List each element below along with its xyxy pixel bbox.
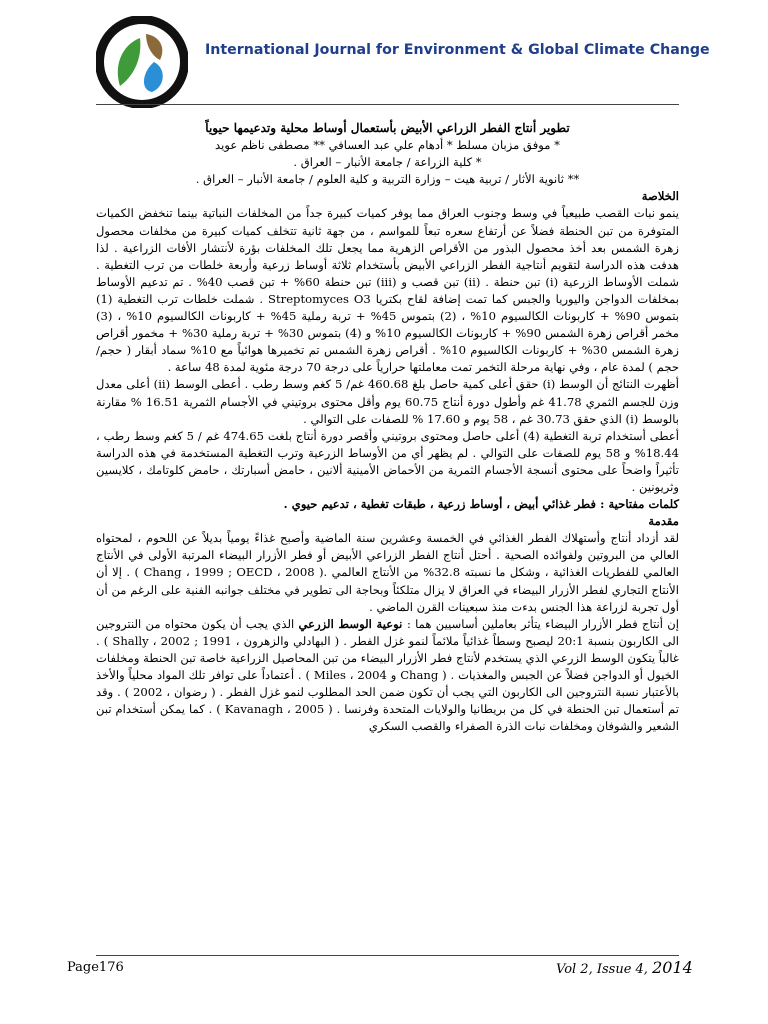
issue-volume: Vol 2, Issue 4, xyxy=(556,962,648,977)
page-header xyxy=(0,0,768,110)
intro-p2-rest: الذي يجب أن يكون محتواه من النتروجين الى الكاربون بنسبة 20:1 ليصبح وسطاً غذائياً ملائماً لنمو غزل الفطر . ( البهادلي والزهرون ، 1991 ; Shally ، 2002 ) . غالباً يتكون الوسط الزرعي الذي يستخدم لأنتاج فطر الأزرار البيضاء من تبن المحاصيل الزراعية خاصة تبن الحنطة ومخلفات الخيول أو الدواجن فضلاً عن الجبس والمغذيات . ( Chang و Miles ، 2004 ) . أعتماداً على توافر تلك المواد محلياً والأخذ بالأعتبار نسبة النتروجين الى الكاربون التي يجب أن تكون ضمن الحد المطلوب لنمو غزل الفطر . ( رضوان ، 2002 ) . وقد تم أستعمال تبن الحنطة في كل من بريطانيا والولايات المتحدة وفرنسا . ( Kavanagh ، 2005 ) . كما يمكن أستخدام تبن الشعير والشوفان ومخلفات نبات الذرة الصفراء والقصب السكري xyxy=(96,616,679,734)
paper-title: تطوير أنتاج الفطر الزراعي الأبيض بأستعمال أوساط محلية وتدعيمها حيوياً xyxy=(205,121,570,135)
intro-p2-bold: نوعية الوسط الزرعي xyxy=(298,616,407,631)
affiliation-2: ** ثانوية الأثار / تربية هيت – وزارة التربية و كلية العلوم / جامعة الأنبار – العراق . xyxy=(195,172,580,187)
journal-title: International Journal for Environment & Global Climate Change xyxy=(205,42,710,58)
abstract-paragraph-2: أظهرت النتائج أن الوسط (i) حقق أعلى كمية حاصل بلغ 460.68 غم/ 5 كغم وسط رطب . أعطى الوسط (ii) أعلى معدل وزن للجسم الثمري 41.78 غم وأطول دورة أنتاج 60.75 يوم وأقل محتوى بروتيني في الأجسام الثمرية 16.51 % مقارنة بالوسط (i) الذي حقق 30.73 غم ، 58 يوم و 17.60 % للصفات على التوالي . xyxy=(96,377,679,426)
page-content xyxy=(96,120,679,735)
issue-info xyxy=(556,958,693,977)
affiliation-1: * كلية الزراعة / جامعة الأنبار – العراق . xyxy=(293,155,482,170)
author-list: * موفق مزبان مسلط * أدهام علي عبد العساﻓﻲ ** مصطفى ناظم عويد xyxy=(215,138,560,153)
intro-paragraph-2 xyxy=(96,616,679,736)
abstract-heading: الخلاصة xyxy=(641,189,679,204)
keywords: كلمات مفتاحية : فطر غذائي أبيض ، أوساط زرعية ، طبقات تغطية ، تدعيم حيوي . xyxy=(283,497,679,512)
header-divider xyxy=(96,104,679,105)
intro-p2-prefix: إن أنتاج فطر الأزرار البيضاء يتأثر بعاملين أساسيين هما : xyxy=(406,616,679,631)
page-number: Page176 xyxy=(67,960,124,975)
footer-divider xyxy=(96,955,679,956)
abstract-paragraph-3: أعطى أستخدام تربة التغطية (4) أعلى حاصل ومحتوى بروتيني وأقصر دورة أنتاج بلغت 474.65 غم / 5 كغم وسط رطب ، 18.44% و 58 يوم للصفات على التوالي . لم يظهر أي من الأوساط الزرعية وترب التغطية المستخدمة في هذه الدراسة تأثيراً واضحاً على محتوى أنسجة الأجسام الثمرية من الأحماض الأمينية ألانين ، حامض أسبارتك ، حامض كلوتامك ، كلايسين وثريونين . xyxy=(96,428,680,494)
issue-year: 2014 xyxy=(652,958,693,977)
journal-logo-icon xyxy=(96,16,188,108)
introduction-heading: مقدمة xyxy=(648,514,679,529)
abstract-paragraph-1: ينمو نبات القصب طبيعياً في وسط وجنوب العراق مما يوفر كميات كبيرة جداً من المخلفات النباتية بينما تنخفض الكميات المتوفرة من تبن الحنطة فضلاً عن أرتفاع سعره تبعاً للمواسم ، من جهة ثانية تتخلف كميات كبيرة من مخلفات محصول زهرة الشمس بعد أخذ محصول البذور من الأقراص الزهرية مما يجعل تلك المخلفات بؤرة لأنتشار الأفات الزراعية . لذا هدفت هذه الدراسة لتقويم أنتاجية الفطر الزراعي الأبيض بأستخدام ثلاثة أوساط زرعية وأربعة خلطات من ترب التغطية . شملت الأوساط الزرعية (i) تبن حنطة . (ii) تبن قصب و (iii) تبن حنطة 60% + تبن قصب 40% . تم تدعيم الأوساط بمخلفات الدواجن واليوريا والجبس كما تمت إضافة لقاح بكتريا Streptomyces O3 . شملت خلطات ترب التغطية (1) بتموس 90% + كاربونات الكالسيوم 10% ، (2) بتموس 45% + تربة رملية 45% + كاربونات الكالسيوم 10% ، (3) مخمر أقراص زهرة الشمس 90% + كاربونات الكالسيوم 10% و (4) بتموس 30% + تربة رملية 30% + مخمور أقراص زهرة الشمس 30% + كاربونات الكالسيوم 10% . أقراص زهرة الشمس تم تخميرها هوائياً مع 10% سماد أبقار ( حجم/ حجم ) لمدة عام ، وفي نهاية مرحلة التخمر تمت معاملتها حرارياً على درجة 70 درجة مئوية لمدة 48 ساعة . xyxy=(96,206,680,375)
intro-paragraph-1: لقد أزداد أنتاج وأستهلاك الفطر الغذائي في الخمسة وعشرين سنة الماضية وأصبح غذاءً يومياً بديلاً عن اللحوم ، لمحتواه العالي من البروتين ولفوائده الصحية . أحتل أنتاج الفطر الزراعي الأبيض أو فطر الأزرار البيضاء المرتبة الأولى في الأنتاج العالمي للفطريات الغذائية ، وشكل ما نسبته 32.8% من الأنتاج العالمي .( Chang ، 1999 ; OECD ، 2008 ) . إلا أن الأنتاج التجاري لفطر الأزرار البيضاء في العراق لا يزال متلكئاً وبحاجة الى تطوير في مختلف جوانبه الفنية على الرغم من أن أول تجربة لزراعة هذا الجنس بدءت منذ سبعينات القرن الماضي . xyxy=(96,531,679,614)
